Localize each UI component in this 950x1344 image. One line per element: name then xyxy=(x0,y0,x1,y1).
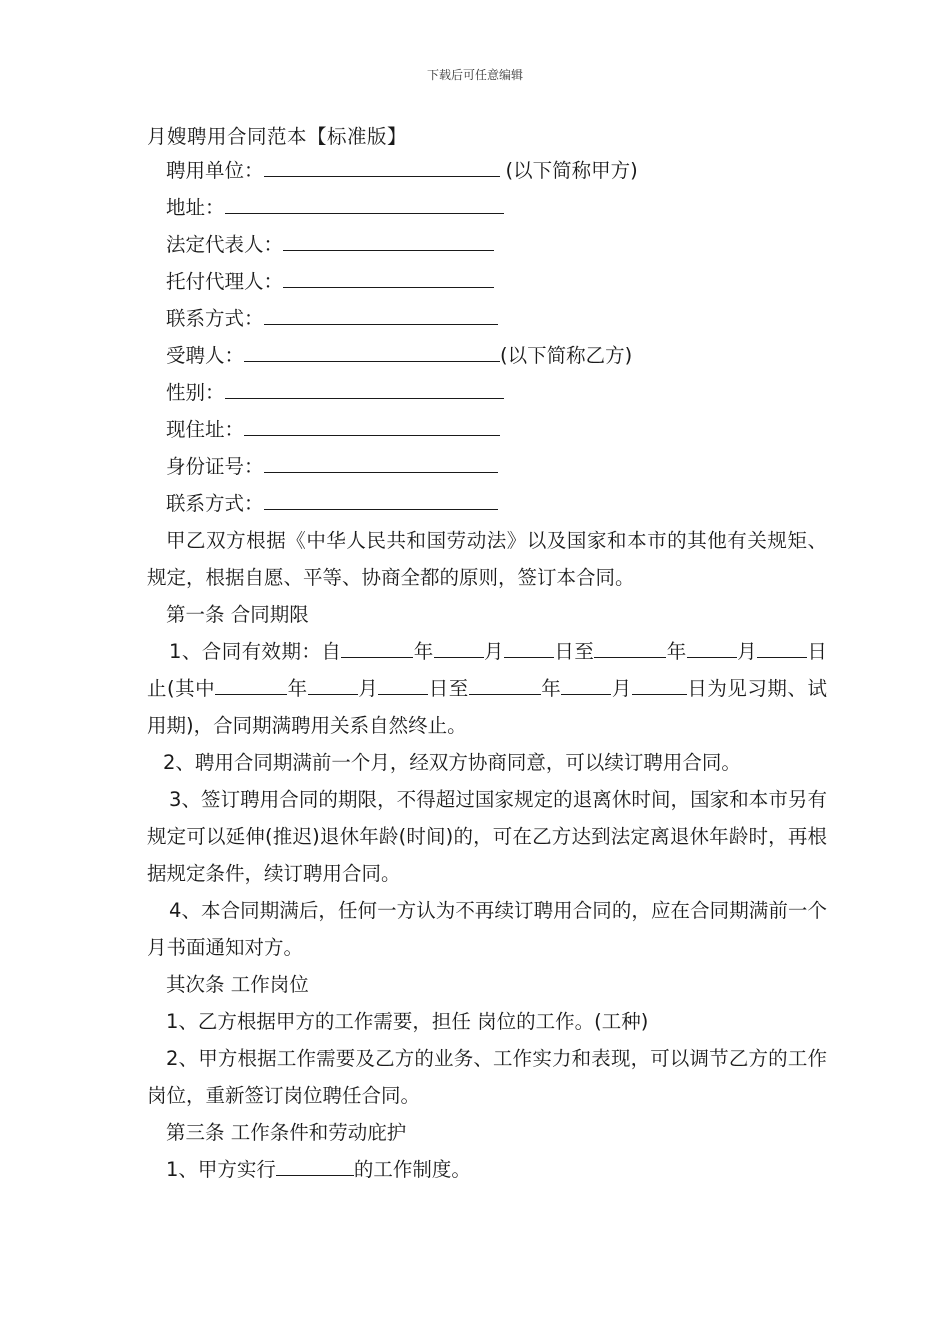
probation-start-year-blank[interactable] xyxy=(215,674,287,695)
end-year-blank[interactable] xyxy=(594,637,666,658)
month-text: 月 xyxy=(357,677,379,700)
legal-rep-row xyxy=(147,226,827,263)
year-text: 年 xyxy=(540,677,562,700)
employee-contact-label: 联系方式： xyxy=(166,492,264,515)
article2-item2: 2、甲方根据工作需要及乙方的业务、工作实力和表现，可以调节乙方的工作岗位，重新签订岗位聘任合同。 xyxy=(147,1047,827,1107)
end-month-blank[interactable] xyxy=(687,637,737,658)
employer-unit-suffix: (以下简称甲方) xyxy=(505,159,638,182)
employee-id-row xyxy=(147,448,827,485)
employer-unit-blank[interactable] xyxy=(264,156,500,177)
intro-paragraph: 甲乙双方根据《中华人民共和国劳动法》以及国家和本市的其他有关规矩、规定，根据自愿、平等、协商全都的原则，签订本合同。 xyxy=(147,529,827,589)
day-end-text: 日止(其中 xyxy=(147,640,827,700)
employee-name-row xyxy=(147,337,827,374)
probation-end-month-blank[interactable] xyxy=(561,674,611,695)
employer-unit-label: 聘用单位： xyxy=(166,159,264,182)
employer-address-blank[interactable] xyxy=(225,193,504,214)
employee-name-blank[interactable] xyxy=(244,341,500,362)
day-to-text: 日至 xyxy=(553,640,595,663)
probation-start-day-blank[interactable] xyxy=(378,674,428,695)
probation-end-text: 日为见习期、试用期)，合同期满聘用关系自然终止。 xyxy=(147,677,827,737)
employer-address-label: 地址： xyxy=(166,196,225,219)
year-text: 年 xyxy=(287,677,308,700)
employer-contact-blank[interactable] xyxy=(264,304,498,325)
year-text: 年 xyxy=(413,640,434,663)
article1-item1 xyxy=(147,633,827,744)
article2-heading: 其次条 工作岗位 xyxy=(166,973,309,996)
employee-gender-label: 性别： xyxy=(166,381,225,404)
article2-item1: 1、乙方根据甲方的工作需要，担任 岗位的工作。(工种) xyxy=(166,1010,649,1033)
employee-name-label: 受聘人： xyxy=(166,344,245,367)
employee-name-suffix: (以下简称乙方) xyxy=(500,344,633,367)
employee-contact-row xyxy=(147,485,827,522)
article3-item1 xyxy=(147,1151,827,1188)
probation-end-day-blank[interactable] xyxy=(632,674,687,695)
employer-contact-row xyxy=(147,300,827,337)
month-text: 月 xyxy=(611,677,632,700)
year-text: 年 xyxy=(666,640,687,663)
employee-gender-blank[interactable] xyxy=(225,378,504,399)
employee-gender-row xyxy=(147,374,827,411)
contract-document xyxy=(147,122,827,1188)
legal-rep-label: 法定代表人： xyxy=(166,233,284,256)
month-text: 月 xyxy=(483,640,504,663)
agent-row xyxy=(147,263,827,300)
agent-blank[interactable] xyxy=(283,267,494,288)
probation-start-month-blank[interactable] xyxy=(308,674,358,695)
article3-heading: 第三条 工作条件和劳动庇护 xyxy=(166,1121,407,1144)
article1-item3: 3、签订聘用合同的期限，不得超过国家规定的退离休时间，国家和本市另有规定可以延伸(推迟)退休年龄(时间)的，可在乙方达到法定离退休年龄时，再根据规定条件，续订聘用合同。 xyxy=(147,788,827,885)
legal-rep-blank[interactable] xyxy=(283,230,494,251)
header-note: 下载后可任意编辑 xyxy=(426,68,523,82)
article1-heading: 第一条 合同期限 xyxy=(166,603,309,626)
employer-unit-row xyxy=(147,152,827,189)
article3-item1-pre: 1、甲方实行 xyxy=(166,1158,276,1181)
validity-text-from: 1、合同有效期：自 xyxy=(169,640,342,663)
employee-residence-label: 现住址： xyxy=(166,418,245,441)
work-system-blank[interactable] xyxy=(276,1155,354,1176)
employee-id-label: 身份证号： xyxy=(166,455,264,478)
start-year-blank[interactable] xyxy=(341,637,413,658)
agent-label: 托付代理人： xyxy=(166,270,284,293)
probation-end-year-blank[interactable] xyxy=(469,674,541,695)
document-title: 月嫂聘用合同范本【标准版】 xyxy=(147,125,408,148)
article1-item2: 2、聘用合同期满前一个月，经双方协商同意，可以续订聘用合同。 xyxy=(163,751,741,774)
employer-contact-label: 联系方式： xyxy=(166,307,264,330)
article1-item4: 4、本合同期满后，任何一方认为不再续订聘用合同的，应在合同期满前一个月书面通知对方。 xyxy=(147,899,827,959)
article3-item1-post: 的工作制度。 xyxy=(353,1158,471,1181)
end-day-blank[interactable] xyxy=(757,637,807,658)
employee-residence-row xyxy=(147,411,827,448)
employee-contact-blank[interactable] xyxy=(264,489,498,510)
day-to-text: 日至 xyxy=(428,677,469,700)
start-month-blank[interactable] xyxy=(434,637,484,658)
employer-address-row xyxy=(147,189,827,226)
employee-residence-blank[interactable] xyxy=(244,415,500,436)
employee-id-blank[interactable] xyxy=(264,452,498,473)
month-text: 月 xyxy=(736,640,757,663)
start-day-blank[interactable] xyxy=(504,637,554,658)
